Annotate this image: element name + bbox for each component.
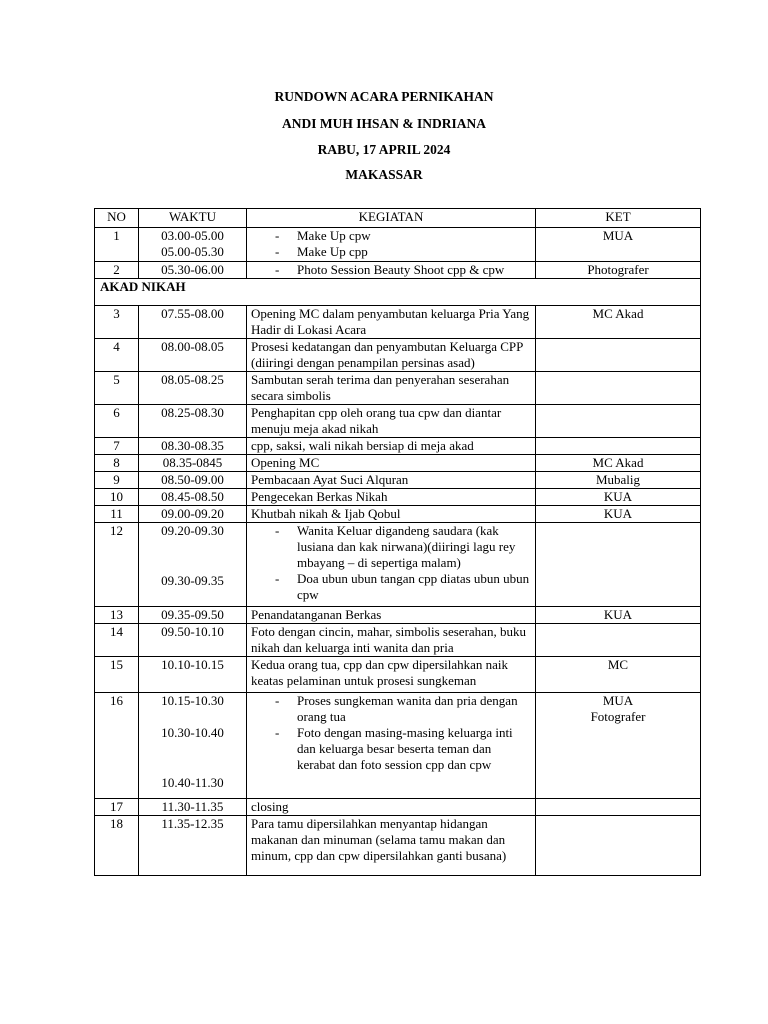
activity-item: - Make Up cpw [275, 228, 531, 244]
row-time [139, 455, 247, 472]
time-range: 11.30-11.35 [161, 799, 224, 814]
note-text: MUA [602, 228, 634, 243]
time-range: 03.00-05.00 [161, 228, 224, 243]
activity-list [251, 693, 531, 773]
row-number: 13 [95, 607, 139, 624]
table-row [95, 306, 701, 339]
table-row [95, 816, 701, 876]
row-number: 10 [95, 489, 139, 506]
row-activity: Opening MC [247, 455, 536, 472]
row-activity: Pembacaan Ayat Suci Alquran [247, 472, 536, 489]
row-time [139, 799, 247, 816]
table-header-row [95, 209, 701, 228]
table-row [95, 372, 701, 405]
time-range: 07.55-08.00 [161, 306, 224, 321]
time-range: 08.30-08.35 [161, 438, 224, 453]
note-text: KUA [603, 506, 633, 521]
row-number: 8 [95, 455, 139, 472]
time-range: 08.35-0845 [162, 455, 223, 470]
note-text: Fotografer [590, 709, 646, 724]
activity-item: - Wanita Keluar digandeng saudara (kak lusiana dan kak nirwana)(diiringi lagu rey mbayang – di sepertiga malam) [275, 523, 531, 571]
row-time [139, 262, 247, 279]
time-range: 09.00-09.20 [161, 506, 224, 521]
activity-item: - Photo Session Beauty Shoot cpp & cpw [275, 262, 531, 278]
section-row [95, 279, 701, 306]
row-note [536, 372, 701, 405]
row-time [139, 306, 247, 339]
row-activity: Foto dengan cincin, mahar, simbolis seserahan, buku nikah dan keluarga inti wanita dan pria [247, 624, 536, 657]
doc-title: RUNDOWN ACARA PERNIKAHAN [274, 89, 494, 104]
row-activity: Penandatanganan Berkas [247, 607, 536, 624]
row-number: 14 [95, 624, 139, 657]
row-activity: Khutbah nikah & Ijab Qobul [247, 506, 536, 523]
note-text: KUA [603, 489, 633, 504]
time-range: 10.15-10.30 [161, 693, 224, 708]
note-text: MUA [602, 693, 634, 708]
row-activity: closing [247, 799, 536, 816]
row-number: 7 [95, 438, 139, 455]
activity-item: - Make Up cpp [275, 244, 531, 260]
row-time [139, 405, 247, 438]
row-activity: Penghapitan cpp oleh orang tua cpw dan diantar menuju meja akad nikah [247, 405, 536, 438]
event-city: MAKASSAR [345, 167, 423, 182]
row-note [536, 489, 701, 506]
row-note [536, 506, 701, 523]
table-row [95, 405, 701, 438]
time-range: 08.50-09.00 [161, 472, 224, 487]
time-range: 10.40-11.30 [161, 775, 224, 790]
row-note [536, 228, 701, 262]
row-number: 1 [95, 228, 139, 262]
row-time [139, 506, 247, 523]
row-number: 2 [95, 262, 139, 279]
time-range: 08.00-08.05 [161, 339, 224, 354]
row-note [536, 816, 701, 876]
table-row [95, 523, 701, 607]
row-time [139, 472, 247, 489]
activity-item: - Proses sungkeman wanita dan pria dengan orang tua [275, 693, 531, 725]
row-time [139, 339, 247, 372]
row-note [536, 624, 701, 657]
row-activity: Pengecekan Berkas Nikah [247, 489, 536, 506]
row-number: 6 [95, 405, 139, 438]
row-note [536, 693, 701, 799]
table-row [95, 657, 701, 693]
row-activity: Prosesi kedatangan dan penyambutan Keluarga CPP (diiringi dengan penampilan persinas asad) [247, 339, 536, 372]
time-range: 09.30-09.35 [161, 573, 224, 588]
activity-list [251, 262, 531, 278]
row-number: 16 [95, 693, 139, 799]
row-time [139, 607, 247, 624]
row-note [536, 523, 701, 607]
row-time [139, 438, 247, 455]
row-activity [247, 228, 536, 262]
row-number: 4 [95, 339, 139, 372]
row-note [536, 455, 701, 472]
table-body [95, 228, 701, 876]
row-time [139, 816, 247, 876]
time-range: 08.05-08.25 [161, 372, 224, 387]
row-activity: Para tamu dipersilahkan menyantap hidangan makanan dan minuman (selama tamu makan dan minum, cpp dan cpw dipersilahkan ganti busana) [247, 816, 536, 876]
col-header-no: NO [95, 209, 139, 228]
note-text: MC Akad [592, 306, 644, 321]
time-range: 08.25-08.30 [161, 405, 224, 420]
activity-list [251, 523, 531, 603]
activity-item: - Foto dengan masing-masing keluarga inti dan keluarga besar beserta teman dan kerabat dan foto session cpp dan cpw [275, 725, 531, 773]
row-note [536, 306, 701, 339]
note-text: KUA [603, 607, 633, 622]
row-number: 11 [95, 506, 139, 523]
row-number: 15 [95, 657, 139, 693]
time-range: 08.45-08.50 [161, 489, 224, 504]
table-row [95, 799, 701, 816]
row-note [536, 438, 701, 455]
row-note [536, 799, 701, 816]
row-activity: cpp, saksi, wali nikah bersiap di meja akad [247, 438, 536, 455]
row-time [139, 523, 247, 607]
section-label: AKAD NIKAH [95, 279, 701, 306]
note-text: MC Akad [592, 455, 644, 470]
row-number: 3 [95, 306, 139, 339]
time-range: 09.20-09.30 [161, 523, 224, 538]
row-time [139, 693, 247, 799]
row-note [536, 472, 701, 489]
row-number: 17 [95, 799, 139, 816]
note-text: Mubalig [595, 472, 641, 487]
table-row [95, 455, 701, 472]
table-row [95, 506, 701, 523]
activity-list [251, 228, 531, 260]
time-range: 11.35-12.35 [161, 816, 224, 831]
table-row [95, 339, 701, 372]
table-row [95, 624, 701, 657]
row-activity [247, 693, 536, 799]
row-number: 9 [95, 472, 139, 489]
note-text: Photografer [587, 262, 649, 277]
table-row [95, 228, 701, 262]
col-header-waktu: WAKTU [139, 209, 247, 228]
row-activity: Kedua orang tua, cpp dan cpw dipersilahkan naik keatas pelaminan untuk prosesi sungkeman [247, 657, 536, 693]
row-note [536, 607, 701, 624]
table-row [95, 489, 701, 506]
activity-item: - Doa ubun ubun tangan cpp diatas ubun ubun cpw [275, 571, 531, 603]
row-time [139, 228, 247, 262]
col-header-ket: KET [536, 209, 701, 228]
row-note [536, 657, 701, 693]
time-range: 09.35-09.50 [161, 607, 224, 622]
row-time [139, 372, 247, 405]
row-note [536, 339, 701, 372]
row-time [139, 657, 247, 693]
event-date: RABU, 17 APRIL 2024 [317, 142, 451, 157]
rundown-table [94, 208, 701, 876]
row-note [536, 405, 701, 438]
note-text: MC [607, 657, 629, 672]
time-range: 10.30-10.40 [161, 725, 224, 740]
row-activity [247, 262, 536, 279]
row-number: 18 [95, 816, 139, 876]
table-row [95, 693, 701, 799]
table-row [95, 438, 701, 455]
time-range: 05.30-06.00 [161, 262, 224, 277]
row-activity [247, 523, 536, 607]
row-activity: Opening MC dalam penyambutan keluarga Pria Yang Hadir di Lokasi Acara [247, 306, 536, 339]
row-number: 12 [95, 523, 139, 607]
row-activity: Sambutan serah terima dan penyerahan seserahan secara simbolis [247, 372, 536, 405]
table-row [95, 607, 701, 624]
row-number: 5 [95, 372, 139, 405]
row-time [139, 624, 247, 657]
couple-names: ANDI MUH IHSAN & INDRIANA [281, 116, 486, 131]
table-row [95, 262, 701, 279]
col-header-kegiatan: KEGIATAN [247, 209, 536, 228]
time-range: 10.10-10.15 [161, 657, 224, 672]
table-row [95, 472, 701, 489]
row-time [139, 489, 247, 506]
time-range: 05.00-05.30 [161, 244, 224, 259]
row-note [536, 262, 701, 279]
time-range: 09.50-10.10 [161, 624, 224, 639]
